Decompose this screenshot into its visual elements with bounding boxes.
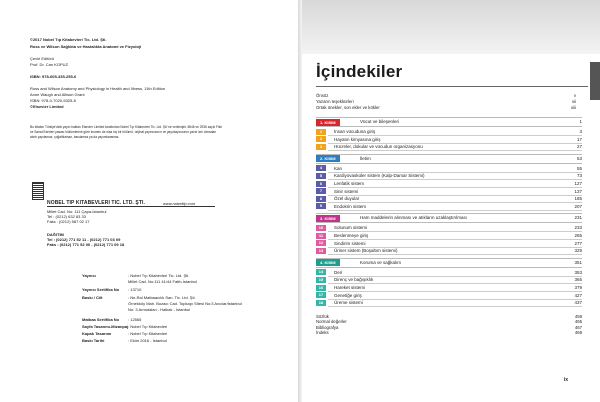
toc-title: İçindekiler — [316, 62, 403, 81]
chapter-number: 5 — [316, 173, 326, 179]
part-heading — [316, 258, 582, 268]
chapter-title: Endokrin sistem — [334, 203, 367, 209]
part-page: 53 — [576, 155, 582, 161]
book-title-tr: Ross ve Wilson Sağlıkta ve Hastalıkta Anatomi ve Fizyoloji — [30, 44, 142, 49]
entry-page: 469 — [574, 330, 582, 336]
entry-title: Ortak önekler, son ekler ve kökler — [316, 105, 380, 110]
entry-title: Önsöz — [316, 93, 329, 98]
chapter-page: 329 — [574, 248, 582, 254]
entry-title: İndeks — [316, 330, 329, 336]
chapter-rule — [328, 306, 582, 307]
chapter-entry — [316, 240, 582, 248]
chapter-entry — [316, 195, 582, 203]
part-title: Koruma ve sağkalım — [360, 259, 402, 265]
back-matter-entry — [316, 330, 582, 335]
chapter-page: 27 — [576, 144, 582, 150]
chapter-entry — [316, 143, 582, 151]
part-heading — [316, 154, 582, 164]
entry-page: xiii — [570, 105, 576, 110]
part-label: 2. KISIM — [316, 155, 340, 162]
chapter-entry — [316, 276, 582, 284]
chapter-title: Hareket sistemi — [334, 285, 366, 290]
chapter-number: 2 — [316, 136, 326, 142]
part-heading — [316, 213, 582, 223]
chapter-entry — [316, 232, 582, 240]
chapter-number: 6 — [316, 181, 326, 187]
chapter-page: 55 — [576, 165, 582, 171]
chapter-title: Kardiyovasküler sistem (Kalp-Damar Sistemi) — [334, 173, 425, 179]
entry-title: Normal değerler — [316, 319, 347, 325]
chapter-entry — [316, 284, 582, 292]
original-isbn: ISBN: 978-0-7020-5325-8 — [30, 98, 76, 103]
front-matter-entry — [316, 105, 588, 110]
chapter-number: 16 — [316, 285, 326, 291]
entry-page: v — [573, 93, 576, 98]
part-title: Ham maddelerin alınması ve atıkların uzaklaştırılması — [360, 215, 468, 221]
original-copyright: ©Elsevier Limited — [30, 104, 64, 109]
chapter-page: 427 — [574, 292, 582, 298]
chapter-number: 8 — [316, 196, 326, 202]
publisher-url: www.nobeltip.com — [163, 201, 196, 206]
publisher-address: Millet Cad. No: 111 Çapa-İstanbul — [47, 209, 107, 214]
chapter-entry — [316, 180, 582, 188]
translator-label: Çeviri Editörü — [30, 56, 55, 61]
chapter-page: 137 — [574, 188, 582, 194]
entry-title: Sözlük — [316, 313, 329, 319]
chapter-title: İnsan vücuduna giriş — [334, 129, 376, 134]
copyright-line: ©2017 Nobel Tıp Kitabevleri Tic. Ltd. Şti. — [30, 37, 107, 42]
chapter-page: 207 — [574, 203, 582, 209]
chapter-number: 15 — [316, 277, 326, 283]
chapter-title: Üreme sistemi — [334, 300, 363, 306]
part-page: 351 — [574, 259, 582, 265]
chapter-number: 3 — [316, 144, 326, 150]
chapter-title: Beslenmeye giriş — [334, 233, 369, 238]
isbn-tr: ISBN: 978-605-335-255-6 — [30, 74, 77, 79]
front-matter-entry — [316, 99, 588, 104]
chapter-rule — [328, 254, 582, 255]
header-band — [302, 0, 600, 54]
chapter-page: 127 — [574, 181, 582, 186]
chapter-page: 265 — [574, 233, 582, 238]
chapter-title: Deri — [334, 269, 343, 275]
chapter-title: Üriner sistem (Boşaltım sistemi) — [334, 248, 398, 254]
toc-page — [302, 0, 600, 402]
chapter-page: 353 — [574, 269, 582, 275]
chapter-title: Hücreler, dokular ve vücudun organizasyonu — [334, 144, 423, 150]
part-label: 3. KISIM — [316, 215, 340, 222]
chapter-entry — [316, 299, 582, 307]
part-label: 4. KISIM — [316, 259, 340, 266]
entry-title: Bibliografya — [316, 324, 339, 330]
chapter-page: 277 — [574, 240, 582, 246]
chapter-title: Solunum sistemi — [334, 225, 368, 231]
part-heading — [316, 117, 582, 127]
chapter-number: 14 — [316, 269, 326, 275]
part-page: 1 — [579, 119, 582, 124]
original-title: Ross and Wilson Anatomy and Physiology in Health and Illness, 11th Edition — [30, 86, 166, 91]
part-title: İletim — [360, 155, 371, 161]
chapter-number: 10 — [316, 225, 326, 231]
rights-notice-1: Bu kitabın Türkiye'deki yayın hakları Elsevier Limited tarafından Nobel Tıp Kitabevleri Tic. Ltd. Şti.'ne verilmiştir. 5846 ve 2936 sayılı Fikir — [30, 125, 223, 129]
chapter-entry — [316, 172, 582, 180]
entry-page: 465 — [574, 319, 582, 325]
back-matter-entry — [316, 314, 582, 319]
title-divider — [316, 86, 588, 87]
chapter-number: 11 — [316, 233, 326, 239]
chapter-number: 4 — [316, 165, 326, 171]
thumb-tab — [590, 62, 600, 100]
chapter-title: Hayatın kimyasına giriş — [334, 136, 381, 142]
chapter-page: 3 — [579, 129, 582, 134]
publisher-name: NOBEL TIP KITABEVLERI TIC. LTD. ŞTI. — [47, 200, 145, 206]
chapter-number: 7 — [316, 188, 326, 194]
chapter-entry — [316, 165, 582, 173]
chapter-page: 379 — [574, 285, 582, 290]
distribution-phone: Tel : (0212) 771 52 11 - (0212) 771 03 09 — [47, 237, 121, 242]
front-matter-entry — [316, 93, 588, 98]
chapter-page: 17 — [576, 136, 582, 142]
chapter-entry — [316, 128, 582, 136]
chapter-title: Kan — [334, 165, 343, 171]
chapter-title: Direnç ve bağışıklık — [334, 277, 374, 283]
chapter-title: Sindirim sistemi — [334, 240, 366, 246]
chapter-entry — [316, 224, 582, 232]
rights-notice-2: ve Sanat Eserleri yasası hükümlerine göre kısmen de olsa hiç bir bölümü, orijinal yayıncısının ve yayınlayıcısının yazılı izni olmadan — [30, 130, 217, 134]
chapter-entry — [316, 292, 582, 300]
chapter-number: 13 — [316, 248, 326, 254]
chapter-page: 233 — [574, 225, 582, 231]
publisher-logo-icon — [32, 182, 44, 200]
chapter-number: 18 — [316, 300, 326, 306]
chapter-entry — [316, 136, 582, 144]
back-matter-entry — [316, 319, 582, 324]
chapter-title: Özel duyular — [334, 196, 360, 202]
part-title: Vücut ve bileşenleri — [360, 119, 400, 124]
chapter-entry — [316, 247, 582, 255]
entry-page: 467 — [574, 324, 582, 330]
chapter-title: Sinir sistemi — [334, 188, 359, 194]
chapter-number: 9 — [316, 203, 326, 209]
entry-page: 459 — [574, 313, 582, 319]
back-matter-entry — [316, 325, 582, 330]
original-authors: Anne Waugh and Allison Grant — [30, 92, 85, 97]
entry-title: Yazarın teşekkürleri — [316, 99, 354, 104]
chapter-number: 17 — [316, 292, 326, 298]
distribution-fax: Faks : (0212) 771 52 00 - (0212) 771 09 18 — [47, 242, 125, 247]
distribution-label: DAĞITIM — [47, 232, 64, 237]
entry-page: vii — [571, 99, 576, 104]
chapter-title: Lenfatik sistem — [334, 181, 365, 186]
rights-notice-3: alıntı yapılamaz, çoğaltılamaz, basılamaz ya da yayımlanamaz. — [30, 135, 120, 139]
divider — [47, 206, 215, 207]
chapter-entry — [316, 203, 582, 211]
part-page: 231 — [574, 215, 582, 221]
chapter-number: 1 — [316, 129, 326, 135]
publisher-fax: Faks : (0212) 587 02 17 — [47, 219, 90, 224]
chapter-entry — [316, 269, 582, 277]
translator-name: Prof. Dr. Can KOPUZ — [30, 62, 69, 67]
part-label: 1. KISIM — [316, 119, 340, 126]
chapter-number: 12 — [316, 240, 326, 246]
chapter-rule — [328, 150, 582, 151]
chapter-page: 73 — [576, 173, 582, 179]
chapter-page: 185 — [574, 196, 582, 202]
publisher-phone: Tel : (0212) 632 83 33 — [47, 214, 86, 219]
chapter-entry — [316, 188, 582, 196]
chapter-page: 437 — [574, 300, 582, 306]
chapter-page: 365 — [574, 277, 582, 283]
chapter-title: Genetiğe giriş — [334, 292, 362, 298]
imprint-page: ©2017 Nobel Tıp Kitabevleri Tic. Ltd. Şti. Ross ve Wilson Sağlıkta ve Hastalıkta Anatomi ve Fizyoloji Çeviri Editörü Prof. Dr. Can KOPUZ ISBN: 978-605-335-255-6 Ross and Wilson Anatomy and Physiology in Health and Illness, 11th Edition Anne Waugh and Allison Grant ISBN: 978-0-7020-5325-8 ©Elsevier Limited Bu kitabın Türkiye'deki yayın hakları Elsevier Limited tarafından Nobel Tıp Kitabevleri Tic. Ltd. Şti.'ne verilmiştir. 5846 ve 2936 sayılı Fikir ve Sanat Eserleri yasası hükümlerine göre kısmen de olsa hiç bir bölümü, orijinal yayıncısının ve yayınlayıcısının yazılı izni olmadan alıntı yapılamaz, çoğaltılamaz, basılamaz ya da yayımlanamaz. NOBEL TIP KITABEVLERI TIC. LTD. ŞTI. www.nobeltip.com Millet Cad. No: 111 Çapa-İstanbul Tel : (0212) 632 83 33 Faks : (0212) 587 02 17 DAĞITIM Tel : (0212) 771 52 11 - (0212) 771 03 09 Faks : (0212) 771 52 00 - (0212) 771 09 18 Yayıncı : Nobel Tıp Kitabevleri Tic. Ltd. Şti. Millet Cad. No:111 41/44 Fatih-İstanbul Yayıncı Sertifika No : 13710 Baskı / Cilt : Ne-Ral Matbaacılık San. Tic. Ltd. Şti. Örnekköy Mah. Bozacı Cad. Topkapı Sitesi No:3 Avcılar/İstanbul No: 3 Armutalan - Halkalı - İstanbul Matbaa Sertifika No : 12565 Sayfa Tasarımı-Mizanpaj : Nobel Tıp Kitabevleri Kapak Tasarımı : Nobel Tıp Kitabevleri Baskı Tarihi : Ekim 2016 - İstanbul — [0, 0, 298, 402]
page-number: ix — [563, 377, 568, 383]
chapter-rule — [328, 210, 582, 211]
